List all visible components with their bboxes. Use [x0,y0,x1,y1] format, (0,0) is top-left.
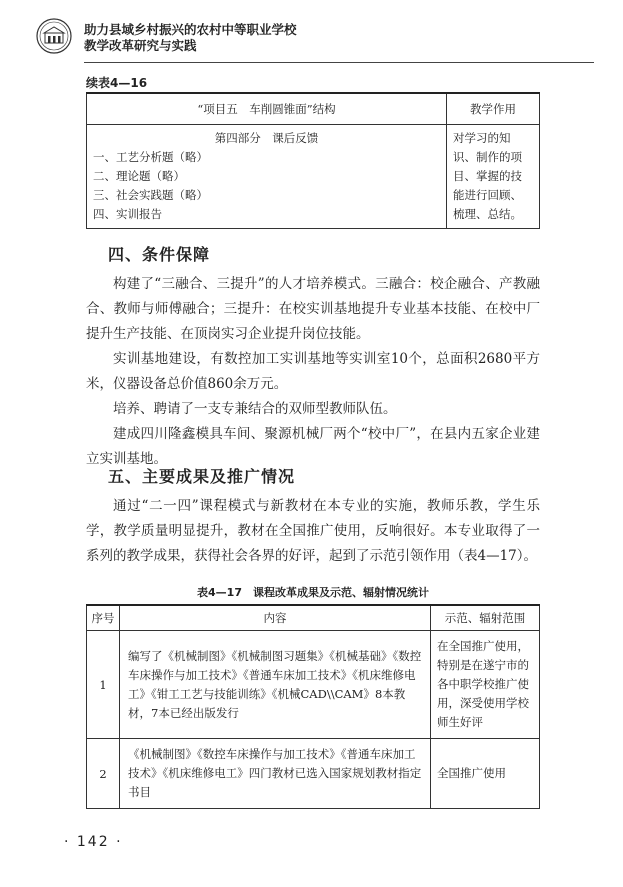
row-scope: 在全国推广使用，特别是在遂宁市的各中职学校推广使用，深受使用学校师生好评 [431,631,540,739]
table-4-17 [86,604,540,809]
row-content: 《机械制图》《数控车床操作与加工技术》《普通车床加工技术》《机床维修电工》四门教材已选入国家规划教材指定书目 [120,739,431,809]
table2-caption: 表4—17 课程改革成果及示范、辐射情况统计 [197,586,429,599]
table2-header-scope: 示范、辐射范围 [431,605,540,631]
table1-section-title: 第四部分 课后反馈 [214,131,319,145]
page-number: · 142 · [64,834,123,850]
row-scope: 全国推广使用 [431,739,540,809]
table1-col1-header: “项目五 车削圆锥面”结构 [87,93,447,125]
table1-item: 三、社会实践题（略） [93,188,208,202]
continued-table-label: 续表4—16 [86,76,148,90]
section4-paragraph: 培养、聘请了一支专兼结合的双师型教师队伍。 [113,401,397,417]
table1-col2-header: 教学作用 [447,93,540,125]
table1-role-cell: 对学习的知识、制作的项目、掌握的技能进行回顾、梳理、总结。 [447,125,540,229]
table1-item: 二、理论题（略） [93,169,185,183]
table1-structure-cell [87,125,447,229]
section5-heading: 五、主要成果及推广情况 [108,467,296,486]
row-content: 编写了《机械制图》《机械制图习题集》《机械基础》《数控车床操作与加工技术》《普通车床加工技术》《机床维修电工》《钳工工艺与技能训练》《机械CAD\\CAM》8本教材，7本已经出版发行 [120,631,431,739]
row-number: 2 [87,739,120,809]
table1-item: 一、工艺分析题（略） [93,150,208,164]
section4-paragraph: 构建了“三融合、三提升”的人才培养模式。三融合：校企融合、产教融合、教师与师傅融合；三提升：在校实训基地提升专业基本技能、在校中厂提升生产技能、在顶岗实习企业提升岗位技能。 [86,276,540,342]
table-4-16-continued [86,92,540,229]
table2-header-num: 序号 [87,605,120,631]
school-logo-icon [36,18,72,54]
section5-paragraph: 通过“二一四”课程模式与新教材在本专业的实施，教师乐教，学生乐学，教学质量明显提升，教材在全国推广使用，反响很好。本专业取得了一系列的教学成果，获得社会各界的好评，起到了示范引领作用（表4—17）。 [86,498,540,564]
header-title-line2: 教学改革研究与实践 [84,38,197,53]
table-row [87,739,540,809]
section4-paragraph: 实训基地建设，有数控加工实训基地等实训室10个，总面积2680平方米，仪器设备总价值860余万元。 [86,351,540,392]
header-rule [84,62,594,63]
section4-paragraph: 建成四川隆鑫模具车间、聚源机械厂两个“校中厂”，在县内五家企业建立实训基地。 [86,426,540,467]
running-header [36,16,596,60]
table-row [87,631,540,739]
table2-header-content: 内容 [120,605,431,631]
table1-item: 四、实训报告 [93,207,162,221]
header-title-line1: 助力县域乡村振兴的农村中等职业学校 [84,22,297,37]
section4-heading: 四、条件保障 [108,245,211,264]
row-number: 1 [87,631,120,739]
